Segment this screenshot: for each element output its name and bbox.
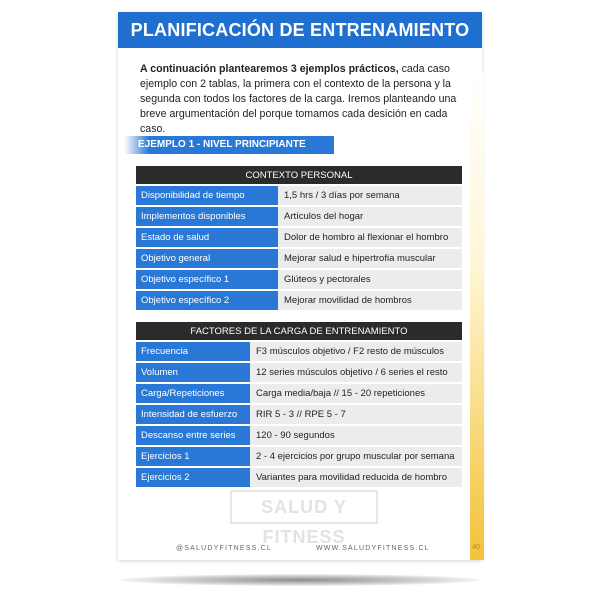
table-row [136, 270, 462, 289]
table-row [136, 228, 462, 247]
row-value: Carga media/baja // 15 - 20 repeticiones [250, 384, 462, 403]
load-table-header: FACTORES DE LA CARGA DE ENTRENAMIENTO [136, 322, 462, 340]
page-title: PLANIFICACIÓN DE ENTRENAMIENTO [118, 12, 482, 48]
row-value: RIR 5 - 3 // RPE 5 - 7 [250, 405, 462, 424]
intro-paragraph [140, 62, 468, 137]
table-row [136, 207, 462, 226]
table-row [136, 186, 462, 205]
row-value: Mejorar salud e hipertrofia muscular [278, 249, 462, 268]
page-number: 40 [472, 544, 480, 551]
row-label: Carga/Repeticiones [136, 384, 250, 403]
row-value: Artículos del hogar [278, 207, 462, 226]
row-label: Disponibilidad de tiempo [136, 186, 278, 205]
page-shadow [120, 574, 480, 586]
row-label: Ejercicios 2 [136, 468, 250, 487]
footer-website: WWW.SALUDYFITNESS.CL [316, 545, 430, 552]
load-factors-table [136, 320, 462, 489]
page-edge-decoration [470, 72, 484, 560]
row-label: Objetivo específico 2 [136, 291, 278, 310]
context-table [136, 164, 462, 312]
table-row [136, 447, 462, 466]
table-row [136, 426, 462, 445]
table-row [136, 342, 462, 361]
row-label: Objetivo específico 1 [136, 270, 278, 289]
row-value: 1,5 hrs / 3 días por semana [278, 186, 462, 205]
footer-social-handle: @SALUDYFITNESS.CL [176, 545, 272, 552]
row-label: Descanso entre series [136, 426, 250, 445]
context-table-header: CONTEXTO PERSONAL [136, 166, 462, 184]
row-value: 2 - 4 ejercicios por grupo muscular por semana [250, 447, 462, 466]
intro-bold-text: A continuación plantearemos 3 ejemplos prácticos, [140, 63, 399, 75]
row-label: Intensidad de esfuerzo [136, 405, 250, 424]
row-label: Volumen [136, 363, 250, 382]
row-value: Variantes para movilidad reducida de hombro [250, 468, 462, 487]
row-value: F3 músculos objetivo / F2 resto de músculos [250, 342, 462, 361]
row-label: Frecuencia [136, 342, 250, 361]
table-row [136, 291, 462, 310]
example-title: EJEMPLO 1 - NIVEL PRINCIPIANTE [124, 136, 334, 154]
table-row [136, 363, 462, 382]
document-page [118, 12, 482, 560]
row-label: Ejercicios 1 [136, 447, 250, 466]
watermark-logo: SALUD Y FITNESS [230, 490, 378, 524]
table-row [136, 468, 462, 487]
table-row [136, 249, 462, 268]
row-label: Implementos disponibles [136, 207, 278, 226]
table-row [136, 384, 462, 403]
table-row [136, 405, 462, 424]
row-value: 12 series músculos objetivo / 6 series el resto [250, 363, 462, 382]
row-value: Dolor de hombro al flexionar el hombro [278, 228, 462, 247]
row-label: Estado de salud [136, 228, 278, 247]
row-value: Glúteos y pectorales [278, 270, 462, 289]
intro-text: cada caso ejemplo con 2 tablas, la primera con el contexto de la persona y la segunda con todos los factores de la carga. Iremos planteando una breve argumentación del porque tomamos cada desición en cada caso. [140, 63, 457, 135]
row-label: Objetivo general [136, 249, 278, 268]
row-value: 120 - 90 segundos [250, 426, 462, 445]
row-value: Mejorar movilidad de hombros [278, 291, 462, 310]
